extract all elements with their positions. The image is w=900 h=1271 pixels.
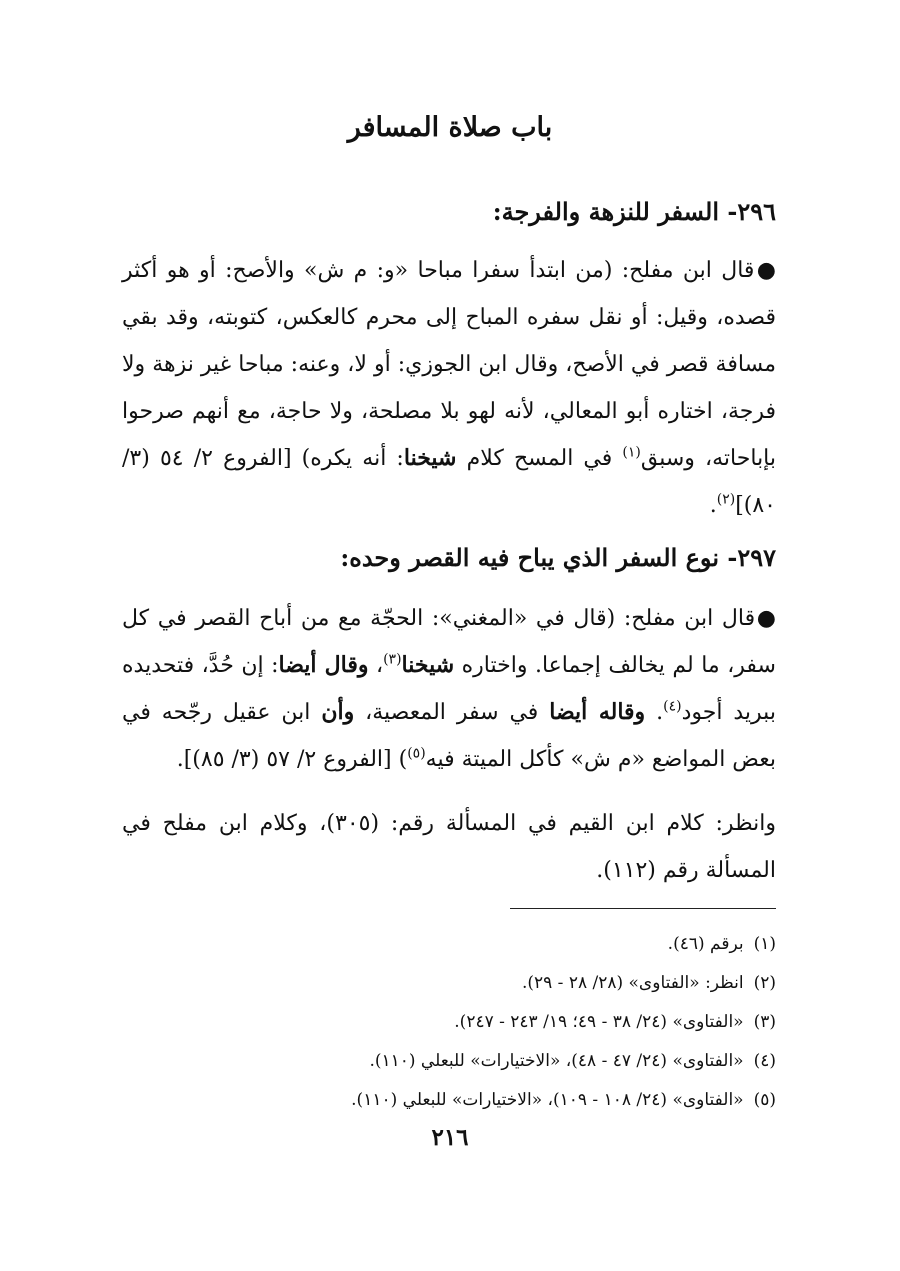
footnote-text: برقم (٤٦).	[667, 934, 744, 954]
bold-term: شيخنا	[403, 445, 457, 471]
footnote-ref-3[interactable]: (٣)	[383, 651, 402, 668]
footnote-ref-5[interactable]: (٥)	[407, 745, 426, 762]
paragraph-text: ،	[368, 653, 384, 678]
footnote-divider	[510, 908, 776, 909]
paragraph-text: : إن حُدَّ، فتحديده ببريد أجود	[122, 653, 776, 725]
paragraph-text: : أنه يكره) [الفروع ٢/ ٥٤ (٣/ ٨٠)]	[122, 446, 776, 518]
paragraph-text: .	[709, 493, 717, 518]
footnote-2	[122, 964, 776, 1003]
footnote-number: (٤)	[753, 1051, 776, 1071]
paragraph-text: ابن عقيل رجّحه في بعض المواضع «م ش» كأكل الميتة فيه	[122, 700, 776, 772]
chapter-title: باب صلاة المسافر	[347, 112, 553, 143]
paragraph-text: ●قال ابن مفلح: (من ابتدأ سفرا مباحا «و: م ش» والأصح: أو هو أكثر قصده، وقيل: أو نقل سفره المباح إلى محرم كالعكس، كتوبته، وقد بقي مسافة قصر في الأصح، وقال ابن الجوزي: أو لا، وعنه: مباحا غير نزهة ولا فرجة، اختاره أبو المعالي، لأنه لهو بلا مصلحة، ولا حاجة، مع أنهم صرحوا بإباحاته، وسبق	[122, 258, 777, 471]
footnote-3	[122, 1003, 776, 1042]
paragraph-text: ) [الفروع ٢/ ٥٧ (٣/ ٨٥)].	[176, 747, 408, 772]
paragraph-296	[122, 247, 776, 529]
paragraph-297	[122, 595, 776, 783]
paragraph-text: .	[645, 700, 664, 725]
footnote-text: «الفتاوى» (٢٤/ ٤٧ - ٤٨)، «الاختيارات» للبعلي (١١٠).	[369, 1051, 744, 1071]
footnote-4	[122, 1042, 776, 1081]
footnote-text: «الفتاوى» (٢٤/ ١٠٨ - ١٠٩)، «الاختيارات» للبعلي (١١٠).	[351, 1090, 744, 1110]
footnote-text: «الفتاوى» (٢٤/ ٣٨ - ٤٩؛ ١٩/ ٢٤٣ - ٢٤٧).	[454, 1012, 744, 1032]
footnote-ref-4[interactable]: (٤)	[663, 698, 682, 715]
footnote-number: (١)	[753, 934, 776, 954]
footnote-number: (٢)	[753, 973, 776, 993]
section-heading-296: ٢٩٦- السفر للنزهة والفرجة:	[492, 197, 776, 226]
footnote-1	[122, 925, 776, 964]
footnotes	[122, 925, 776, 1120]
paragraph-text: في سفر المعصية،	[354, 700, 550, 725]
bold-term: وقال أيضا	[278, 652, 369, 678]
see-also-paragraph: وانظر: كلام ابن القيم في المسألة رقم: (٣٠٥)، وكلام ابن مفلح في المسألة رقم (١١٢).	[122, 811, 776, 883]
footnote-5	[122, 1081, 776, 1120]
footnote-ref-2[interactable]: (٢)	[716, 491, 736, 508]
footnote-number: (٥)	[753, 1090, 776, 1110]
paragraph-text: في المسح كلام	[456, 446, 623, 471]
page-number: ٢١٦	[431, 1124, 469, 1151]
footnote-number: (٣)	[753, 1012, 776, 1032]
bold-term: وأن	[321, 699, 355, 725]
paragraph-text: ●قال ابن مفلح: (قال في «المغني»: الحجّة مع من أباح القصر في كل سفر، ما لم يخالف إجماعا. واختاره	[122, 606, 776, 678]
footnote-text: انظر: «الفتاوى» (٢٨/ ٢٨ - ٢٩).	[521, 973, 744, 993]
bold-term: وقاله أيضا	[549, 699, 646, 725]
bold-term: شيخنا	[401, 652, 455, 678]
section-heading-297: ٢٩٧- نوع السفر الذي يباح فيه القصر وحده:	[340, 543, 776, 572]
footnote-ref-1[interactable]: (١)	[622, 444, 641, 461]
